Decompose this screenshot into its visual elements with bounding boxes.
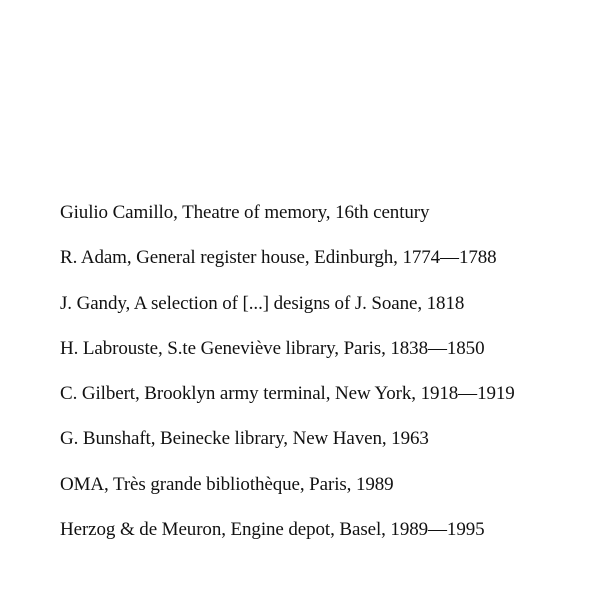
list-item: C. Gilbert, Brooklyn army terminal, New York, 1918—1919	[60, 383, 515, 405]
list-item: Herzog & de Meuron, Engine depot, Basel, 1989—1995	[60, 519, 485, 541]
list-item: OMA, Très grande bibliothèque, Paris, 1989	[60, 473, 394, 495]
reference-list	[60, 202, 515, 564]
list-item: Giulio Camillo, Theatre of memory, 16th century	[60, 202, 430, 223]
list-item: G. Bunshaft, Beinecke library, New Haven, 1963	[60, 428, 429, 450]
list-item: J. Gandy, A selection of [...] designs of J. Soane, 1818	[60, 292, 465, 314]
list-item: R. Adam, General register house, Edinburgh, 1774—1788	[60, 247, 497, 269]
list-item: H. Labrouste, S.te Geneviève library, Paris, 1838—1850	[60, 337, 485, 359]
